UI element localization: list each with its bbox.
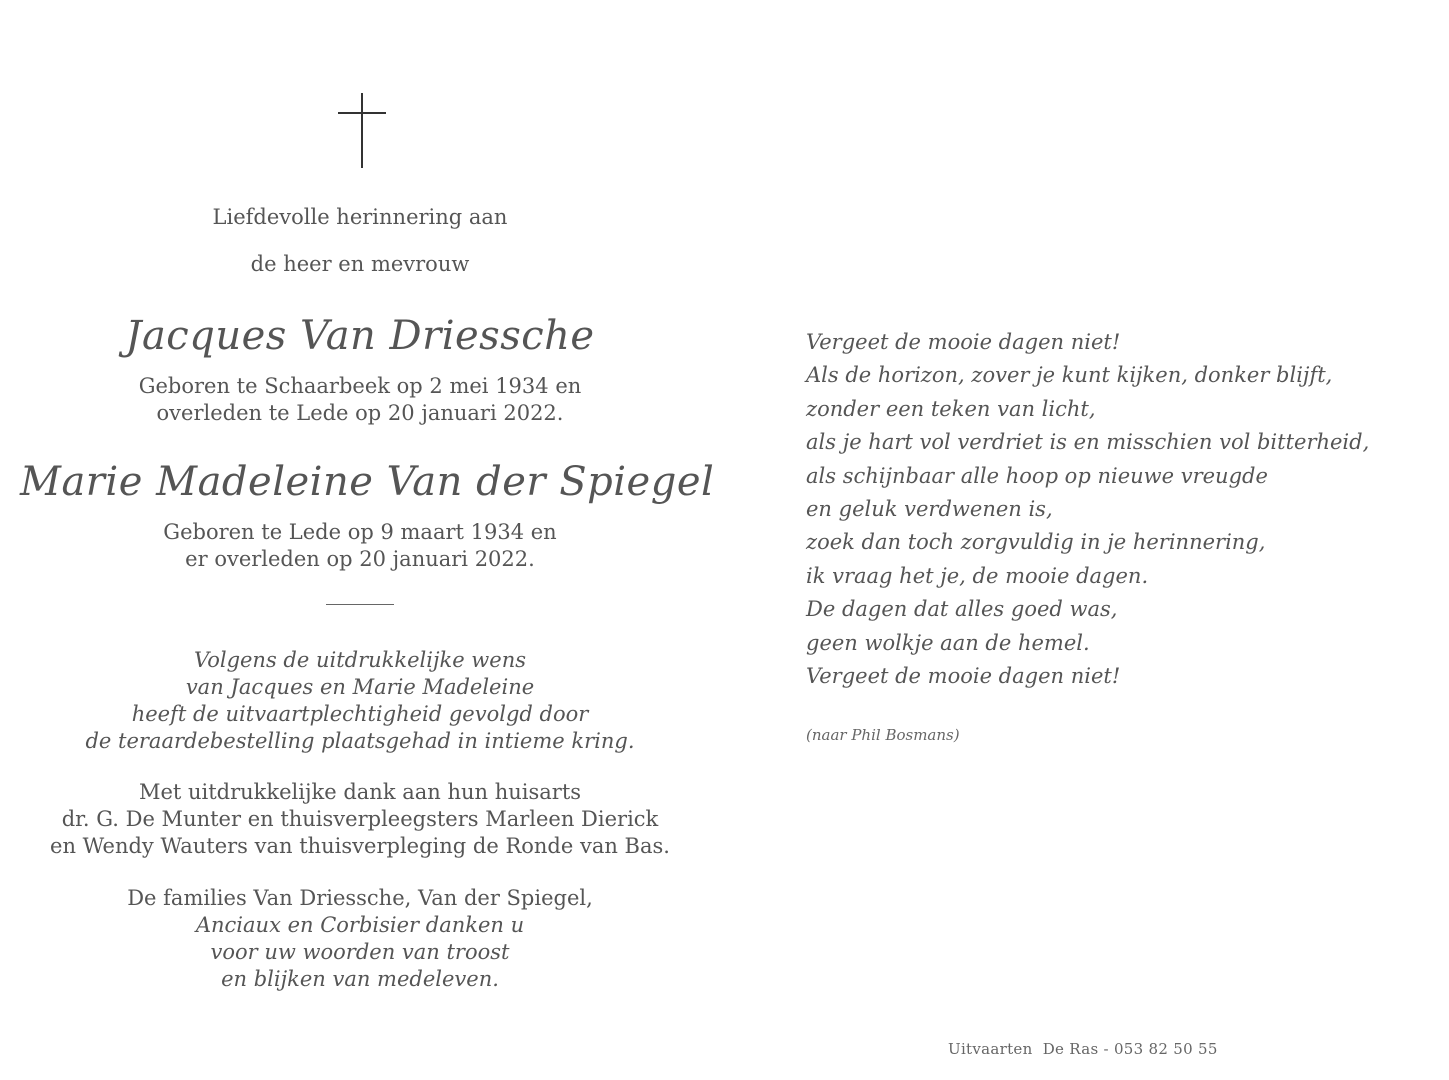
person1-died: overleden te Lede op 20 januari 2022. [156,401,564,425]
wish-line: Volgens de uitdrukkelijke wens [193,648,527,672]
poem-line: ik vraag het je, de mooie dagen. [806,563,1149,588]
wish-line: van Jacques en Marie Madeleine [185,675,535,699]
families-line: en blijken van medeleven. [221,967,499,991]
person1-name: Jacques Van Driessche [125,313,595,359]
address-text: de heer en mevrouw [250,252,470,276]
person1-born: Geboren te Schaarbeek op 2 mei 1934 en [138,374,582,398]
cross-icon [338,93,386,168]
poem-line: als schijnbaar alle hoop op nieuwe vreugde [806,463,1268,488]
footer-contact: Uitvaarten De Ras - 053 82 50 55 [948,1040,1218,1058]
wish-line: heeft de uitvaartplechtigheid gevolgd door [131,702,589,726]
poem [806,326,1426,693]
poem-line: als je hart vol verdriet is en misschien vol bitterheid, [806,430,1370,455]
thanks-line: en Wendy Wauters van thuisverpleging de Ronde van Bas. [50,834,670,858]
families-line: voor uw woorden van troost [210,940,510,964]
thanks-line: Met uitdrukkelijke dank aan hun huisarts [138,780,582,804]
divider [326,604,394,605]
poem-line: geen wolkje aan de hemel. [806,630,1090,655]
wish-line: de teraardebestelling plaatsgehad in intieme kring. [85,729,635,753]
poem-line: en geluk verdwenen is, [806,497,1053,522]
thanks-line: dr. G. De Munter en thuisverpleegsters Marleen Dierick [61,807,659,831]
person2-died: er overleden op 20 januari 2022. [185,547,535,571]
poem-line: Als de horizon, zover je kunt kijken, donker blijft, [806,363,1333,388]
families-line: Anciaux en Corbisier danken u [195,913,525,937]
poem-line: De dagen dat alles goed was, [806,597,1118,622]
families-line: De families Van Driessche, Van der Spiegel, [127,886,593,910]
person2-born: Geboren te Lede op 9 maart 1934 en [163,520,557,544]
poem-line: zoek dan toch zorgvuldig in je herinnering, [806,530,1266,555]
intro-text: Liefdevolle herinnering aan [212,205,508,229]
person2-name: Marie Madeleine Van der Spiegel [20,459,715,505]
poem-attribution: (naar Phil Bosmans) [806,726,960,744]
poem-line: zonder een teken van licht, [806,396,1096,421]
poem-line: Vergeet de mooie dagen niet! [806,330,1121,354]
poem-line: Vergeet de mooie dagen niet! [806,664,1121,689]
